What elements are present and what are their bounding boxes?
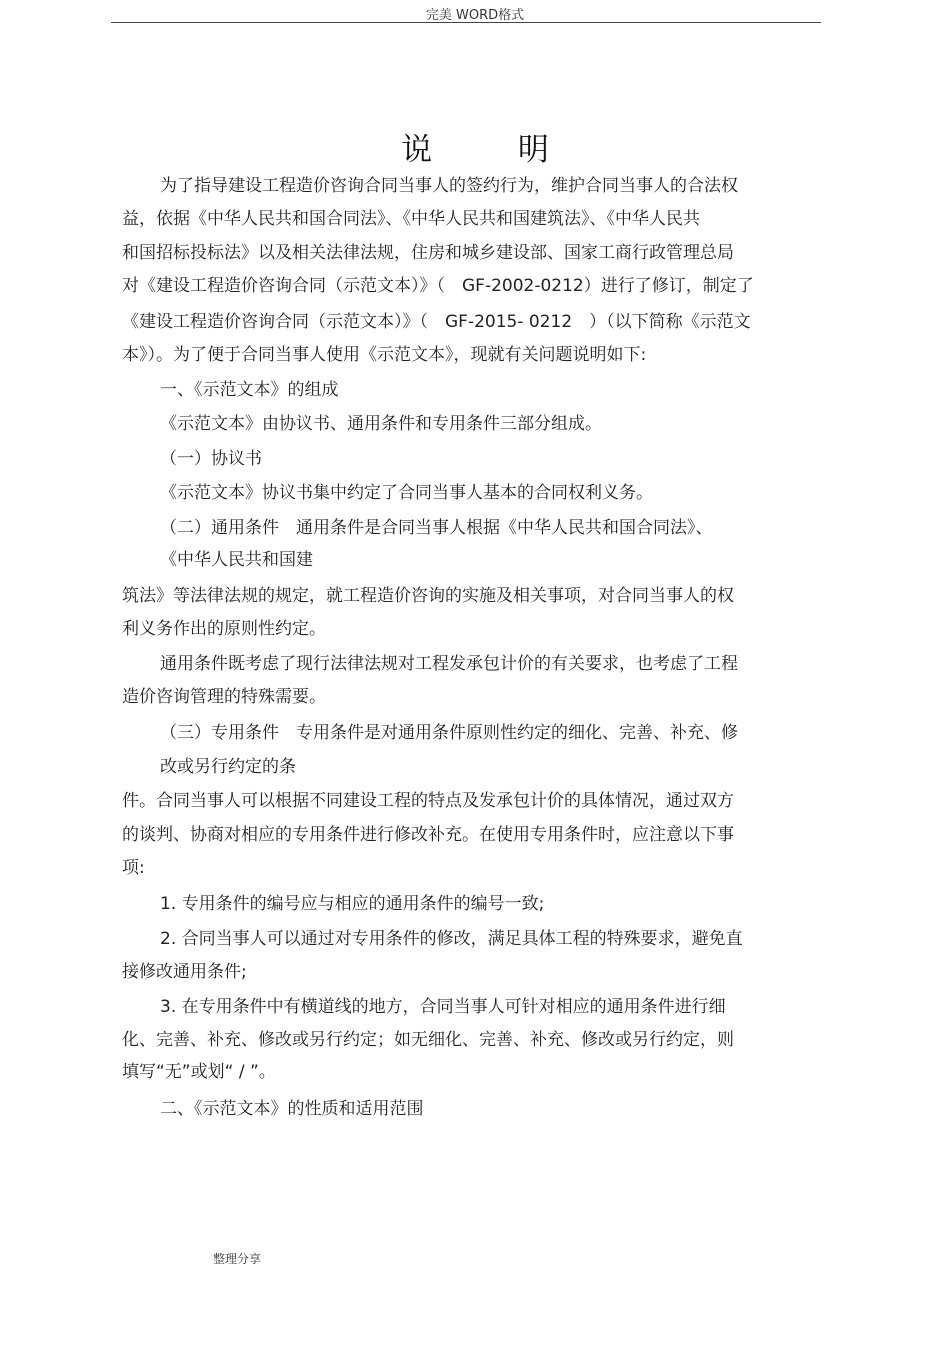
body-line: 填写“无”或划“ / ”。 bbox=[122, 1062, 276, 1082]
section-heading: 二、《示范文本》的性质和适用范围 bbox=[160, 1099, 424, 1119]
body-line: 项: bbox=[122, 858, 145, 878]
page-footer: 整理分享 bbox=[213, 1252, 262, 1266]
body-line: 和国招标投标法》以及相关法律法规，住房和城乡建设部、国家工商行政管理总局 bbox=[122, 243, 734, 263]
body-line: 利义务作出的原则性约定。 bbox=[122, 619, 326, 639]
body-line: 的谈判、协商对相应的专用条件进行修改补充。在使用专用条件时，应注意以下事 bbox=[122, 825, 734, 845]
body-line: 改或另行约定的条 bbox=[160, 757, 296, 777]
body-line: 《示范文本》由协议书、通用条件和专用条件三部分组成。 bbox=[160, 414, 602, 434]
body-line: 造价咨询管理的特殊需要。 bbox=[122, 687, 326, 707]
body-line: 益，依据《中华人民共和国合同法》、《中华人民共和国建筑法》、《中华人民共 bbox=[122, 209, 700, 229]
list-item: 3. 在专用条件中有横道线的地方，合同当事人可针对相应的通用条件进行细 bbox=[160, 997, 726, 1017]
body-line: （三）专用条件 专用条件是对通用条件原则性约定的细化、完善、补充、修 bbox=[160, 723, 738, 743]
body-line: 筑法》等法律法规的规定，就工程造价咨询的实施及相关事项，对合同当事人的权 bbox=[122, 586, 734, 606]
page-header: 完美 WORD格式 bbox=[425, 8, 525, 23]
body-line: 《中华人民共和国建 bbox=[160, 550, 313, 570]
section-heading: 一、《示范文本》的组成 bbox=[160, 380, 339, 400]
header-rule bbox=[111, 22, 821, 23]
body-line: 对《建设工程造价咨询合同（示范文本）》（ GF-2002-0212）进行了修订，制定了 bbox=[122, 276, 754, 296]
body-line: 通用条件既考虑了现行法律法规对工程发承包计价的有关要求，也考虑了工程 bbox=[160, 654, 738, 674]
body-line: 为了指导建设工程造价咨询合同当事人的签约行为，维护合同当事人的合法权 bbox=[160, 176, 738, 196]
body-line: 化、完善、补充、修改或另行约定；如无细化、完善、补充、修改或另行约定，则 bbox=[122, 1030, 734, 1050]
body-line: 接修改通用条件; bbox=[122, 962, 247, 982]
list-item: 2. 合同当事人可以通过对专用条件的修改，满足具体工程的特殊要求，避免直 bbox=[160, 929, 743, 949]
body-line: 《建设工程造价咨询合同（示范文本）》（ GF-2015- 0212 ）（以下简称《示范文 bbox=[122, 312, 751, 332]
body-line: （二）通用条件 通用条件是合同当事人根据《中华人民共和国合同法》、 bbox=[160, 518, 713, 538]
list-item: 1. 专用条件的编号应与相应的通用条件的编号一致; bbox=[160, 894, 545, 914]
subsection-heading: （一）协议书 bbox=[160, 449, 262, 469]
body-line: 本》）。为了便于合同当事人使用《示范文本》，现就有关问题说明如下: bbox=[122, 345, 647, 365]
page-title: 说 明 bbox=[401, 132, 587, 168]
body-line: 件。合同当事人可以根据不同建设工程的特点及发承包计价的具体情况，通过双方 bbox=[122, 791, 734, 811]
body-line: 《示范文本》协议书集中约定了合同当事人基本的合同权利义务。 bbox=[160, 483, 653, 503]
